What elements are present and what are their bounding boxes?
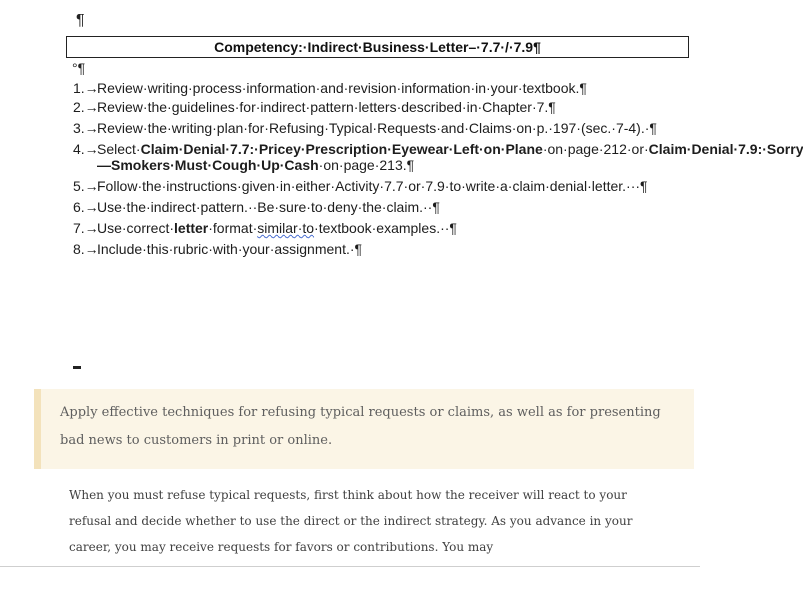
list-number: 6.→	[73, 199, 99, 215]
list-item	[73, 141, 803, 173]
list-text: Select·	[97, 141, 141, 157]
list-text: Include·this·rubric·with·your·assignment.·¶	[97, 241, 363, 257]
paragraph-mark: ¶	[76, 12, 85, 29]
list-text: Review·writing·process·information·and·revision·information·in·your·textbook.¶	[97, 80, 587, 96]
list-text: Use·correct·	[97, 220, 175, 236]
bold-text: letter	[174, 220, 209, 236]
list-text: Review·the·guidelines·for·indirect·pattern·letters·described·in·Chapter·7.¶	[97, 99, 556, 115]
list-text: Review·the·writing·plan·for·Refusing·Typical·Requests·and·Claims·on·p.·197·(sec.·7-4).·¶	[97, 120, 657, 136]
bold-text: Claim·Denial·7.7:·Pricey·Prescription·Eyewear·Left·on·Plane	[140, 141, 543, 157]
list-item	[73, 220, 673, 236]
list-number: 8.→	[73, 241, 99, 257]
document-title: Competency:·Indirect·Business·Letter–·7.7·/·7.9¶	[214, 39, 541, 55]
list-text: Follow·the·instructions·given·in·either·Activity·7.7·or·7.9·to·write·a·claim·denial·letter.···¶	[97, 178, 648, 194]
list-number: 5.→	[73, 178, 99, 194]
objective-text: Apply effective techniques for refusing typical requests or claims, as well as for presenting bad news to customers in print or online.	[60, 405, 661, 448]
formatting-mark: °¶	[72, 60, 86, 76]
list-text: ·textbook·examples.··¶	[314, 220, 457, 236]
divider	[0, 566, 700, 567]
instruction-list	[73, 80, 803, 257]
list-item	[73, 199, 673, 215]
list-number: 4.→	[73, 141, 99, 157]
list-number: 3.→	[73, 120, 99, 136]
list-item	[73, 120, 673, 136]
list-text: ·on·page·213.¶	[318, 157, 415, 173]
list-number: 2.→	[73, 99, 99, 115]
list-item	[73, 80, 673, 96]
list-item	[73, 178, 673, 194]
list-item	[73, 241, 673, 257]
list-text: ·on·page·212·or·	[542, 141, 649, 157]
end-formatting-mark	[73, 366, 81, 369]
list-item	[73, 99, 673, 115]
list-number: 1.→	[73, 80, 99, 96]
bold-text: Claim·Denial·7.9:·Sorry—Smokers·Must·Cough·Up·Cash	[97, 141, 803, 173]
objective-callout	[34, 389, 694, 469]
grammar-flagged-text: similar·to	[257, 220, 315, 236]
document-title-box	[66, 36, 689, 58]
list-text: Use·the·indirect·pattern.··Be·sure·to·deny·the·claim.··¶	[97, 199, 440, 215]
body-paragraph: When you must refuse typical requests, first think about how the receiver will react to your refusal and decide whether to use the direct or the indirect strategy. As you advance in your career, you may receive requests for favors or contributions. You may	[69, 488, 633, 554]
list-text: ·format·	[208, 220, 258, 236]
list-number: 7.→	[73, 220, 99, 236]
